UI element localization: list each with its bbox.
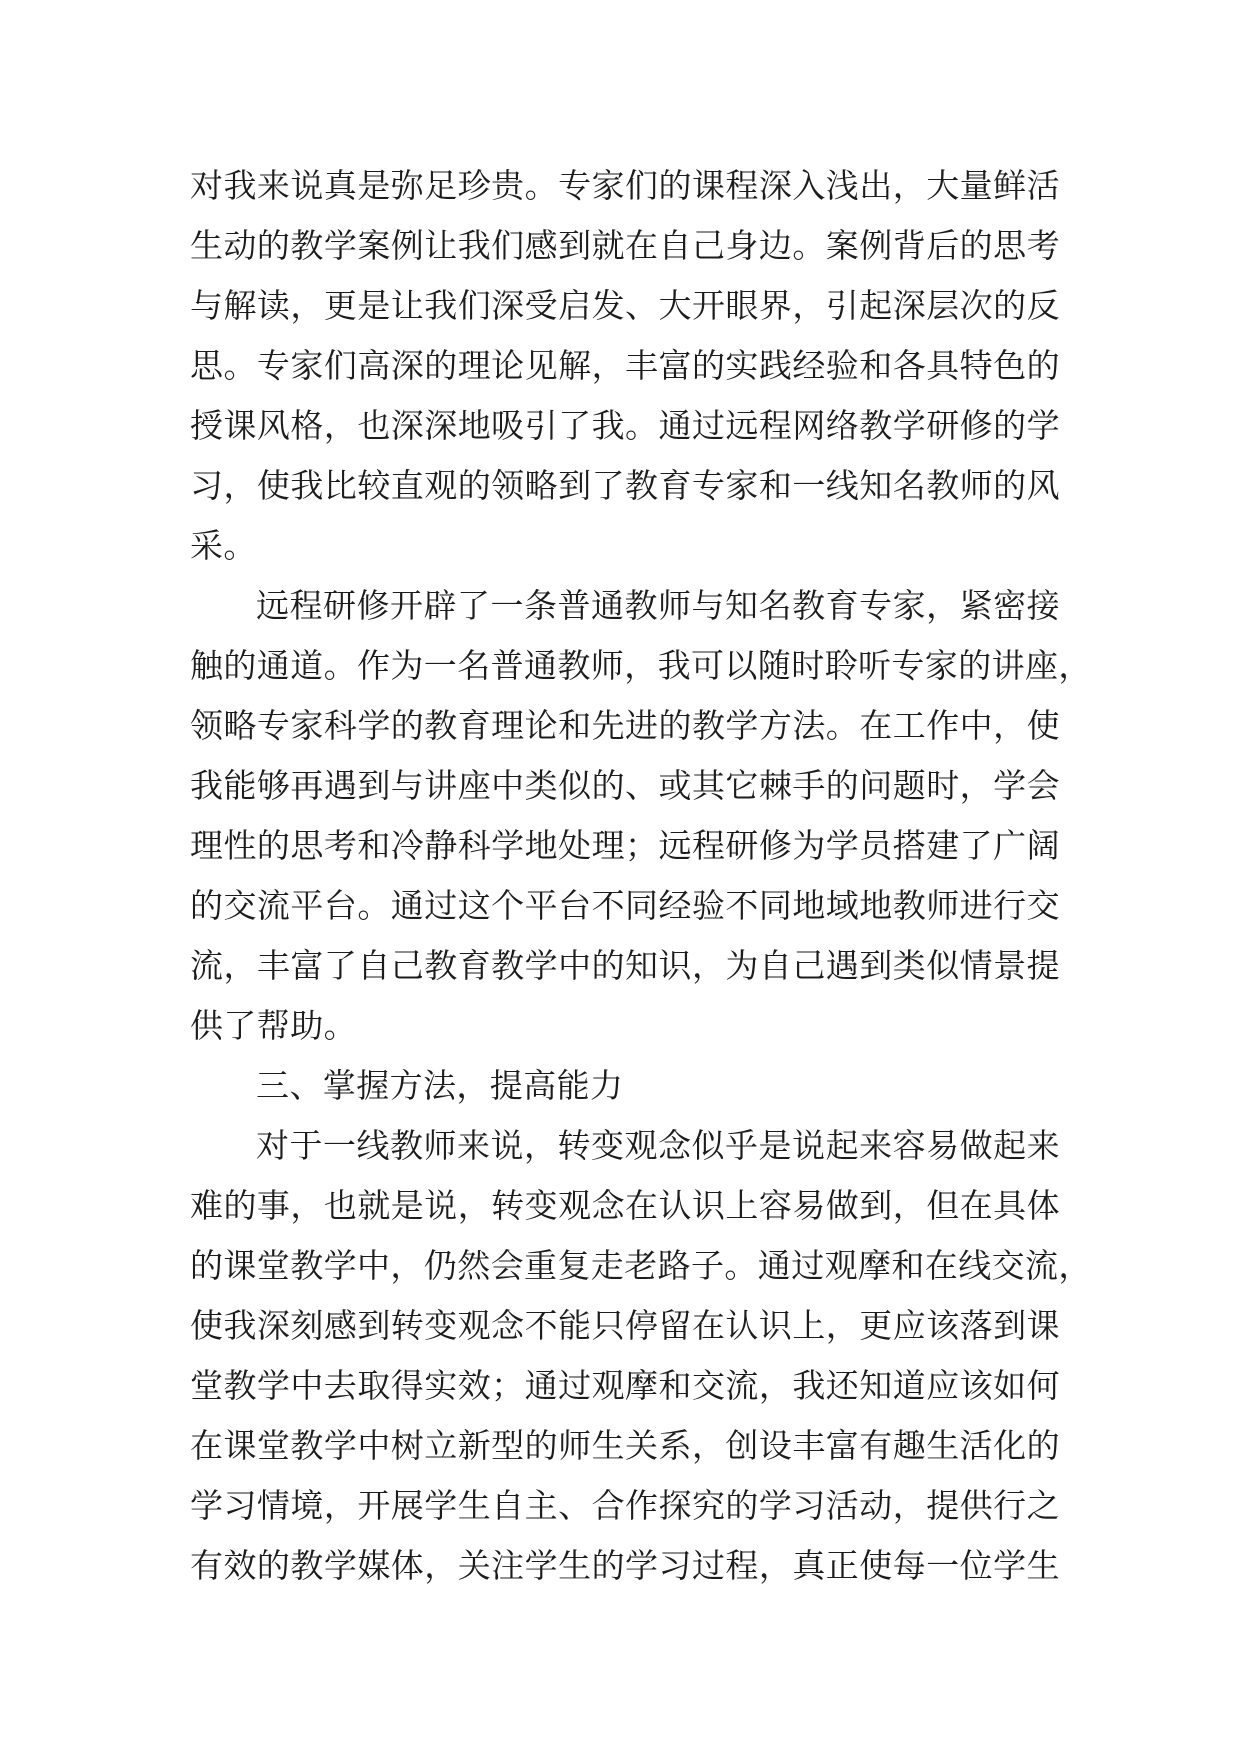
text-line: 与解读，更是让我们深受启发、大开眼界，引起深层次的反 [190, 286, 1060, 325]
text-line: 理性的思考和冷静科学地处理；远程研修为学员搭建了广阔 [190, 826, 1060, 865]
text-line: 在课堂教学中树立新型的师生关系，创设丰富有趣生活化的 [190, 1426, 1060, 1465]
text-line: 对我来说真是弥足珍贵。专家们的课程深入浅出，大量鲜活 [190, 166, 1060, 205]
text-line: 触的通道。作为一名普通教师，我可以随时聆听专家的讲座， [190, 646, 1092, 685]
text-line: 领略专家科学的教育理论和先进的教学方法。在工作中，使 [190, 706, 1060, 745]
text-line: 远程研修开辟了一条普通教师与知名教育专家，紧密接 [256, 586, 1060, 625]
text-line: 使我深刻感到转变观念不能只停留在认识上，更应该落到课 [190, 1306, 1060, 1345]
text-line: 学习情境，开展学生自主、合作探究的学习活动，提供行之 [190, 1486, 1060, 1525]
document-body [190, 156, 1092, 1596]
text-line: 的交流平台。通过这个平台不同经验不同地域地教师进行交 [190, 886, 1060, 925]
section-heading: 三、掌握方法，提高能力 [256, 1066, 624, 1105]
text-line: 我能够再遇到与讲座中类似的、或其它棘手的问题时，学会 [190, 766, 1060, 805]
text-line: 堂教学中去取得实效；通过观摩和交流，我还知道应该如何 [190, 1366, 1060, 1405]
text-line: 流，丰富了自己教育教学中的知识，为自己遇到类似情景提 [190, 946, 1060, 985]
text-line: 授课风格，也深深地吸引了我。通过远程网络教学研修的学 [190, 406, 1060, 445]
text-line: 的课堂教学中，仍然会重复走老路子。通过观摩和在线交流， [190, 1246, 1092, 1285]
text-line: 生动的教学案例让我们感到就在自己身边。案例背后的思考 [190, 226, 1060, 265]
text-line: 习，使我比较直观的领略到了教育专家和一线知名教师的风 [190, 466, 1060, 505]
text-line: 思。专家们高深的理论见解，丰富的实践经验和各具特色的 [190, 346, 1060, 385]
text-line: 供了帮助。 [190, 1006, 357, 1045]
text-line: 采。 [190, 526, 257, 565]
text-line: 难的事，也就是说，转变观念在认识上容易做到，但在具体 [190, 1186, 1060, 1225]
text-line: 有效的教学媒体，关注学生的学习过程，真正使每一位学生 [190, 1546, 1060, 1585]
text-line: 对于一线教师来说，转变观念似乎是说起来容易做起来 [256, 1126, 1060, 1165]
